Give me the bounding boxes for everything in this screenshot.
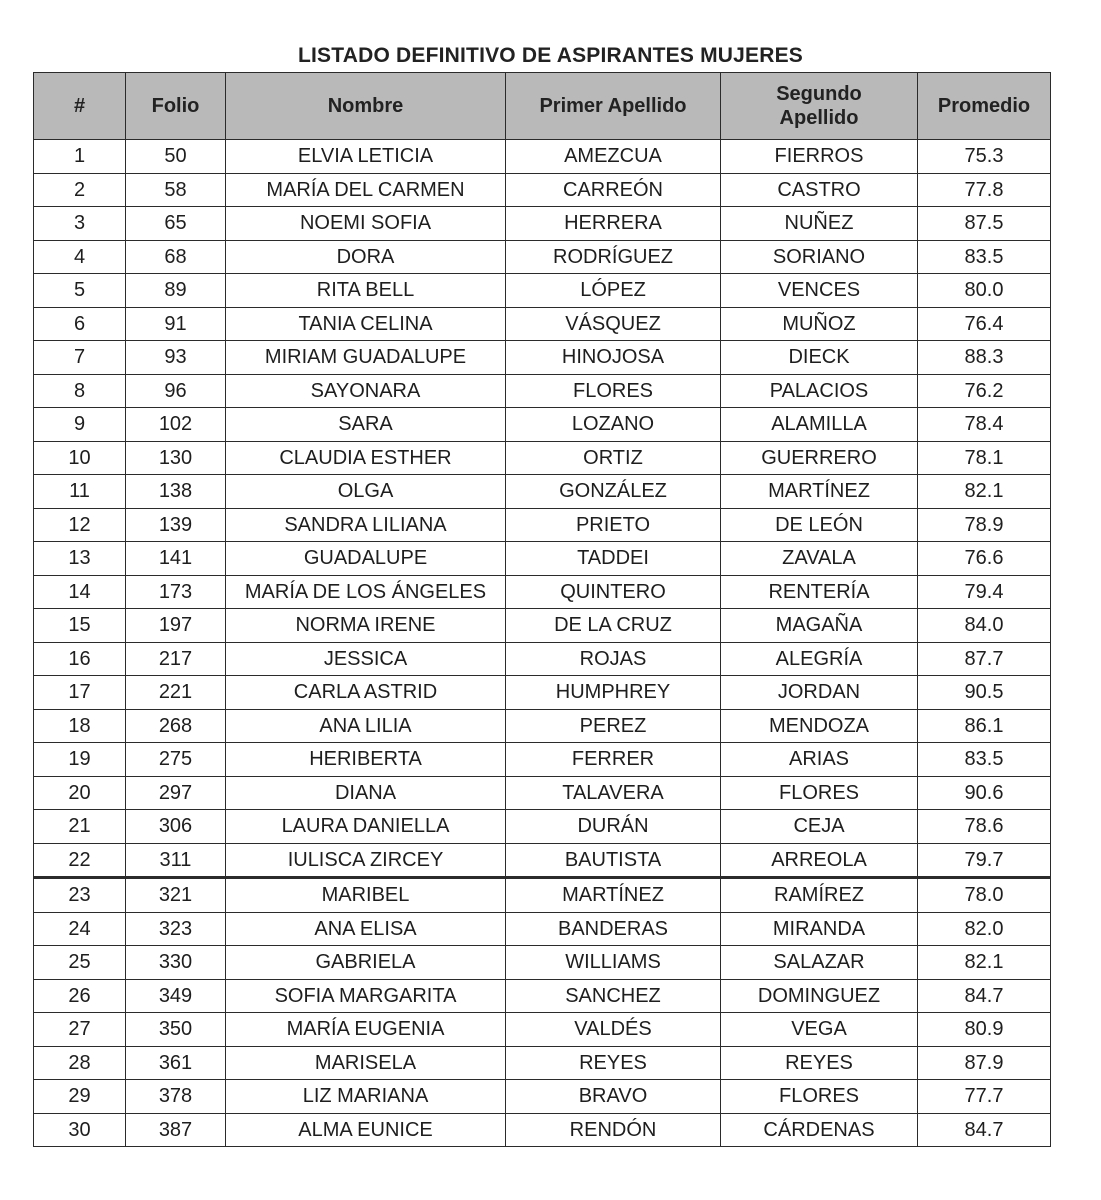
cell-primer-apellido: MARTÍNEZ [506, 878, 721, 913]
cell-primer-apellido: CARREÓN [506, 173, 721, 207]
cell-promedio: 84.0 [918, 609, 1051, 643]
cell-nombre: GABRIELA [226, 946, 506, 980]
cell-nombre: ELVIA LETICIA [226, 140, 506, 174]
cell-folio: 311 [126, 843, 226, 878]
cell-promedio: 84.7 [918, 1113, 1051, 1147]
table-row [34, 1046, 1051, 1080]
cell-segundo-apellido: RENTERÍA [721, 575, 918, 609]
cell-promedio: 77.7 [918, 1080, 1051, 1114]
cell-folio: 65 [126, 207, 226, 241]
cell-primer-apellido: RENDÓN [506, 1113, 721, 1147]
cell-segundo-apellido: SORIANO [721, 240, 918, 274]
cell-segundo-apellido: CÁRDENAS [721, 1113, 918, 1147]
cell-folio: 349 [126, 979, 226, 1013]
cell-folio: 268 [126, 709, 226, 743]
cell-promedio: 76.6 [918, 542, 1051, 576]
cell-primer-apellido: ORTIZ [506, 441, 721, 475]
cell-folio: 68 [126, 240, 226, 274]
cell-num: 21 [34, 810, 126, 844]
cell-num: 30 [34, 1113, 126, 1147]
cell-promedio: 88.3 [918, 341, 1051, 375]
cell-num: 20 [34, 776, 126, 810]
cell-num: 14 [34, 575, 126, 609]
cell-segundo-apellido: ARIAS [721, 743, 918, 777]
cell-segundo-apellido: MAGAÑA [721, 609, 918, 643]
cell-num: 27 [34, 1013, 126, 1047]
cell-segundo-apellido: MIRANDA [721, 912, 918, 946]
cell-primer-apellido: ROJAS [506, 642, 721, 676]
cell-folio: 58 [126, 173, 226, 207]
cell-nombre: CLAUDIA ESTHER [226, 441, 506, 475]
cell-primer-apellido: HERRERA [506, 207, 721, 241]
cell-segundo-apellido: DIECK [721, 341, 918, 375]
cell-folio: 350 [126, 1013, 226, 1047]
header-primer-apellido: Primer Apellido [506, 73, 721, 140]
cell-promedio: 76.2 [918, 374, 1051, 408]
cell-folio: 221 [126, 676, 226, 710]
cell-promedio: 80.9 [918, 1013, 1051, 1047]
cell-num: 4 [34, 240, 126, 274]
cell-num: 16 [34, 642, 126, 676]
header-segundo-line1: Segundo [776, 83, 862, 105]
cell-nombre: MIRIAM GUADALUPE [226, 341, 506, 375]
cell-num: 9 [34, 408, 126, 442]
cell-primer-apellido: TALAVERA [506, 776, 721, 810]
cell-primer-apellido: LÓPEZ [506, 274, 721, 308]
cell-folio: 138 [126, 475, 226, 509]
header-folio: Folio [126, 73, 226, 140]
cell-folio: 378 [126, 1080, 226, 1114]
table-row [34, 408, 1051, 442]
cell-segundo-apellido: MARTÍNEZ [721, 475, 918, 509]
cell-segundo-apellido: JORDAN [721, 676, 918, 710]
cell-segundo-apellido: REYES [721, 1046, 918, 1080]
cell-primer-apellido: BAUTISTA [506, 843, 721, 878]
cell-promedio: 78.6 [918, 810, 1051, 844]
header-segundo-apellido [721, 73, 918, 140]
table-row [34, 642, 1051, 676]
cell-promedio: 78.9 [918, 508, 1051, 542]
cell-num: 8 [34, 374, 126, 408]
cell-promedio: 87.9 [918, 1046, 1051, 1080]
table-row [34, 341, 1051, 375]
cell-num: 22 [34, 843, 126, 878]
cell-num: 28 [34, 1046, 126, 1080]
table-row [34, 575, 1051, 609]
cell-num: 26 [34, 979, 126, 1013]
cell-num: 3 [34, 207, 126, 241]
cell-promedio: 82.1 [918, 946, 1051, 980]
cell-num: 18 [34, 709, 126, 743]
cell-segundo-apellido: ALAMILLA [721, 408, 918, 442]
table-row [34, 776, 1051, 810]
cell-promedio: 90.6 [918, 776, 1051, 810]
cell-folio: 306 [126, 810, 226, 844]
cell-promedio: 83.5 [918, 743, 1051, 777]
cell-nombre: MARÍA EUGENIA [226, 1013, 506, 1047]
cell-promedio: 82.0 [918, 912, 1051, 946]
cell-nombre: ANA ELISA [226, 912, 506, 946]
cell-num: 6 [34, 307, 126, 341]
cell-folio: 96 [126, 374, 226, 408]
cell-primer-apellido: BANDERAS [506, 912, 721, 946]
cell-promedio: 76.4 [918, 307, 1051, 341]
cell-segundo-apellido: PALACIOS [721, 374, 918, 408]
cell-folio: 50 [126, 140, 226, 174]
cell-primer-apellido: SANCHEZ [506, 979, 721, 1013]
page-title: LISTADO DEFINITIVO DE ASPIRANTES MUJERES [297, 44, 804, 67]
cell-segundo-apellido: SALAZAR [721, 946, 918, 980]
cell-nombre: SARA [226, 408, 506, 442]
cell-folio: 275 [126, 743, 226, 777]
table-row [34, 1113, 1051, 1147]
cell-promedio: 79.4 [918, 575, 1051, 609]
table-row [34, 709, 1051, 743]
table-row [34, 475, 1051, 509]
cell-segundo-apellido: MENDOZA [721, 709, 918, 743]
cell-num: 17 [34, 676, 126, 710]
table-row [34, 374, 1051, 408]
cell-promedio: 79.7 [918, 843, 1051, 878]
table-row [34, 810, 1051, 844]
cell-num: 15 [34, 609, 126, 643]
cell-promedio: 82.1 [918, 475, 1051, 509]
cell-segundo-apellido: NUÑEZ [721, 207, 918, 241]
cell-promedio: 77.8 [918, 173, 1051, 207]
cell-segundo-apellido: FIERROS [721, 140, 918, 174]
cell-folio: 89 [126, 274, 226, 308]
table-row [34, 609, 1051, 643]
table-row [34, 140, 1051, 174]
cell-nombre: MARÍA DE LOS ÁNGELES [226, 575, 506, 609]
header-row [34, 73, 1051, 140]
cell-nombre: MARISELA [226, 1046, 506, 1080]
cell-folio: 217 [126, 642, 226, 676]
cell-nombre: SOFIA MARGARITA [226, 979, 506, 1013]
cell-folio: 330 [126, 946, 226, 980]
cell-segundo-apellido: FLORES [721, 776, 918, 810]
cell-primer-apellido: WILLIAMS [506, 946, 721, 980]
cell-num: 25 [34, 946, 126, 980]
cell-primer-apellido: BRAVO [506, 1080, 721, 1114]
cell-primer-apellido: LOZANO [506, 408, 721, 442]
cell-nombre: DIANA [226, 776, 506, 810]
table-row [34, 542, 1051, 576]
cell-primer-apellido: QUINTERO [506, 575, 721, 609]
cell-promedio: 87.5 [918, 207, 1051, 241]
table-row [34, 508, 1051, 542]
cell-primer-apellido: VALDÉS [506, 1013, 721, 1047]
cell-nombre: IULISCA ZIRCEY [226, 843, 506, 878]
cell-primer-apellido: RODRÍGUEZ [506, 240, 721, 274]
cell-primer-apellido: HINOJOSA [506, 341, 721, 375]
cell-num: 7 [34, 341, 126, 375]
cell-primer-apellido: FERRER [506, 743, 721, 777]
cell-segundo-apellido: VEGA [721, 1013, 918, 1047]
cell-segundo-apellido: CASTRO [721, 173, 918, 207]
cell-nombre: NOEMI SOFIA [226, 207, 506, 241]
table-row [34, 441, 1051, 475]
cell-folio: 91 [126, 307, 226, 341]
cell-folio: 173 [126, 575, 226, 609]
cell-primer-apellido: AMEZCUA [506, 140, 721, 174]
cell-promedio: 78.0 [918, 878, 1051, 913]
applicants-table [33, 72, 1051, 1147]
cell-segundo-apellido: FLORES [721, 1080, 918, 1114]
cell-num: 29 [34, 1080, 126, 1114]
cell-num: 23 [34, 878, 126, 913]
cell-num: 13 [34, 542, 126, 576]
cell-nombre: MARÍA DEL CARMEN [226, 173, 506, 207]
cell-folio: 139 [126, 508, 226, 542]
cell-segundo-apellido: ALEGRÍA [721, 642, 918, 676]
cell-folio: 197 [126, 609, 226, 643]
table-row [34, 307, 1051, 341]
cell-primer-apellido: PRIETO [506, 508, 721, 542]
cell-folio: 130 [126, 441, 226, 475]
cell-nombre: GUADALUPE [226, 542, 506, 576]
cell-folio: 297 [126, 776, 226, 810]
cell-segundo-apellido: DE LEÓN [721, 508, 918, 542]
cell-primer-apellido: TADDEI [506, 542, 721, 576]
cell-nombre: DORA [226, 240, 506, 274]
table-row [34, 207, 1051, 241]
cell-folio: 93 [126, 341, 226, 375]
cell-nombre: MARIBEL [226, 878, 506, 913]
cell-segundo-apellido: VENCES [721, 274, 918, 308]
header-promedio: Promedio [918, 73, 1051, 140]
cell-primer-apellido: FLORES [506, 374, 721, 408]
cell-num: 19 [34, 743, 126, 777]
cell-nombre: TANIA CELINA [226, 307, 506, 341]
cell-promedio: 78.1 [918, 441, 1051, 475]
cell-segundo-apellido: RAMÍREZ [721, 878, 918, 913]
cell-nombre: RITA BELL [226, 274, 506, 308]
cell-num: 10 [34, 441, 126, 475]
cell-folio: 141 [126, 542, 226, 576]
cell-primer-apellido: REYES [506, 1046, 721, 1080]
cell-segundo-apellido: GUERRERO [721, 441, 918, 475]
table-body [34, 140, 1051, 1147]
cell-nombre: OLGA [226, 475, 506, 509]
cell-nombre: NORMA IRENE [226, 609, 506, 643]
header-num: # [34, 73, 126, 140]
table-row [34, 274, 1051, 308]
cell-folio: 387 [126, 1113, 226, 1147]
table-row [34, 878, 1051, 913]
table-row [34, 946, 1051, 980]
cell-primer-apellido: DE LA CRUZ [506, 609, 721, 643]
cell-primer-apellido: GONZÁLEZ [506, 475, 721, 509]
cell-nombre: HERIBERTA [226, 743, 506, 777]
cell-nombre: ALMA EUNICE [226, 1113, 506, 1147]
cell-nombre: LIZ MARIANA [226, 1080, 506, 1114]
table-header [34, 73, 1051, 140]
cell-promedio: 86.1 [918, 709, 1051, 743]
cell-folio: 102 [126, 408, 226, 442]
table-row [34, 1080, 1051, 1114]
cell-promedio: 90.5 [918, 676, 1051, 710]
cell-num: 5 [34, 274, 126, 308]
table-row [34, 676, 1051, 710]
cell-segundo-apellido: DOMINGUEZ [721, 979, 918, 1013]
cell-folio: 323 [126, 912, 226, 946]
cell-folio: 321 [126, 878, 226, 913]
table-row [34, 1013, 1051, 1047]
cell-primer-apellido: PEREZ [506, 709, 721, 743]
cell-num: 24 [34, 912, 126, 946]
cell-nombre: LAURA DANIELLA [226, 810, 506, 844]
table-row [34, 843, 1051, 878]
header-segundo-line2: Apellido [779, 107, 859, 129]
cell-nombre: ANA LILIA [226, 709, 506, 743]
table-row [34, 743, 1051, 777]
cell-nombre: SANDRA LILIANA [226, 508, 506, 542]
cell-primer-apellido: HUMPHREY [506, 676, 721, 710]
table-row [34, 240, 1051, 274]
cell-segundo-apellido: ZAVALA [721, 542, 918, 576]
table-row [34, 979, 1051, 1013]
cell-promedio: 84.7 [918, 979, 1051, 1013]
table-row [34, 912, 1051, 946]
cell-primer-apellido: DURÁN [506, 810, 721, 844]
cell-promedio: 87.7 [918, 642, 1051, 676]
cell-folio: 361 [126, 1046, 226, 1080]
cell-segundo-apellido: MUÑOZ [721, 307, 918, 341]
cell-num: 2 [34, 173, 126, 207]
cell-promedio: 83.5 [918, 240, 1051, 274]
cell-promedio: 78.4 [918, 408, 1051, 442]
cell-nombre: SAYONARA [226, 374, 506, 408]
cell-segundo-apellido: ARREOLA [721, 843, 918, 878]
cell-segundo-apellido: CEJA [721, 810, 918, 844]
cell-num: 12 [34, 508, 126, 542]
cell-nombre: JESSICA [226, 642, 506, 676]
cell-num: 11 [34, 475, 126, 509]
cell-promedio: 80.0 [918, 274, 1051, 308]
table-row [34, 173, 1051, 207]
cell-nombre: CARLA ASTRID [226, 676, 506, 710]
header-nombre: Nombre [226, 73, 506, 140]
cell-promedio: 75.3 [918, 140, 1051, 174]
cell-num: 1 [34, 140, 126, 174]
cell-primer-apellido: VÁSQUEZ [506, 307, 721, 341]
